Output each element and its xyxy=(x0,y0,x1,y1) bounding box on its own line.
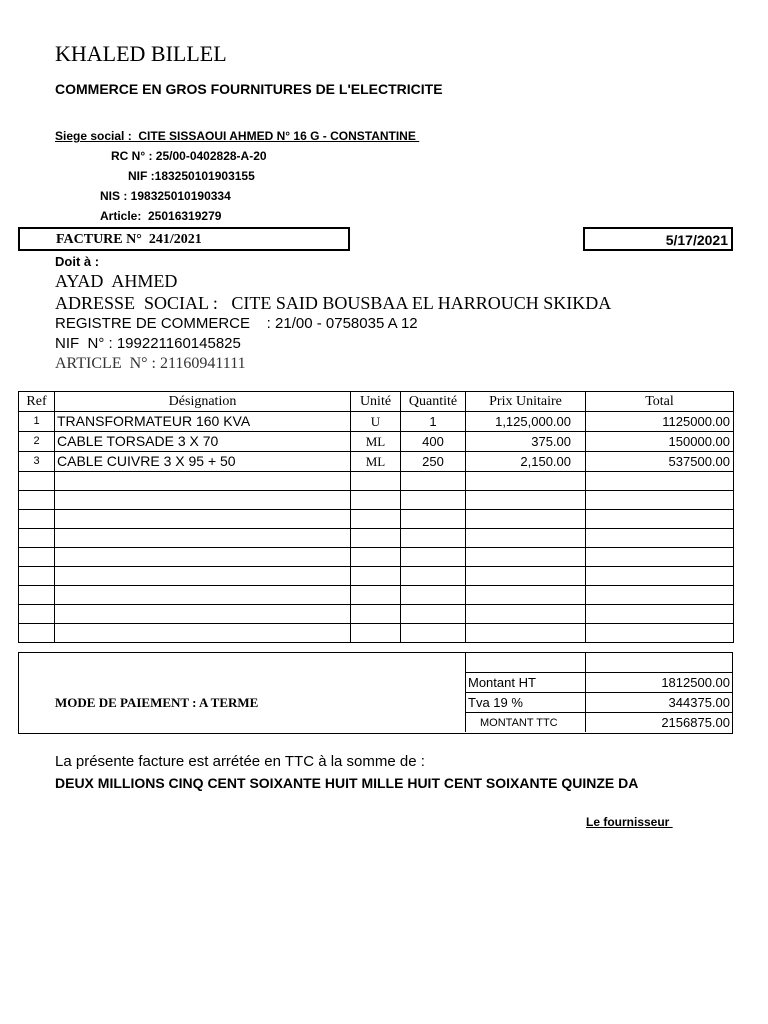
invoice-number: FACTURE N° 241/2021 xyxy=(56,232,202,247)
empty-cell xyxy=(55,567,351,586)
empty-cell xyxy=(466,510,586,529)
table-row-empty xyxy=(19,624,734,643)
empty-cell xyxy=(401,624,466,643)
totals-spacer-right xyxy=(585,652,733,673)
table-row-empty xyxy=(19,605,734,624)
ht-value: 1812500.00 xyxy=(585,672,733,692)
empty-cell xyxy=(466,491,586,510)
cell-unite: ML xyxy=(351,452,401,472)
cell-total: 150000.00 xyxy=(586,432,734,452)
company-article: Article: 25016319279 xyxy=(100,209,222,223)
ttc-label: MONTANT TTC xyxy=(465,712,585,732)
client-article: ARTICLE N° : 21160941111 xyxy=(55,355,246,372)
header-ref: Ref xyxy=(19,392,55,412)
table-row-empty xyxy=(19,586,734,605)
ttc-value: 2156875.00 xyxy=(585,712,733,732)
empty-cell xyxy=(55,548,351,567)
cell-total: 1125000.00 xyxy=(586,412,734,432)
table-row xyxy=(19,452,734,472)
empty-cell xyxy=(351,586,401,605)
empty-cell xyxy=(586,586,734,605)
empty-rows xyxy=(19,472,734,643)
header-quantite: Quantité xyxy=(401,392,466,412)
table-row-empty xyxy=(19,529,734,548)
empty-cell xyxy=(466,586,586,605)
empty-cell xyxy=(586,548,734,567)
empty-cell xyxy=(401,548,466,567)
tva-label: Tva 19 % xyxy=(465,692,585,712)
empty-cell xyxy=(351,510,401,529)
cell-designation: TRANSFORMATEUR 160 KVA xyxy=(55,412,351,432)
invoice-date-box xyxy=(583,227,733,251)
company-activity: COMMERCE EN GROS FOURNITURES DE L'ELECTRICITE xyxy=(55,81,443,97)
empty-cell xyxy=(351,529,401,548)
empty-cell xyxy=(351,548,401,567)
invoice-number-box xyxy=(18,227,350,251)
cell-ref: 3 xyxy=(19,452,55,472)
empty-cell xyxy=(351,567,401,586)
client-name: AYAD AHMED xyxy=(55,271,178,291)
company-nif: NIF :183250101903155 xyxy=(128,169,255,183)
cell-prix: 375.00 xyxy=(466,432,586,452)
table-row-empty xyxy=(19,491,734,510)
empty-cell xyxy=(586,510,734,529)
empty-cell xyxy=(586,491,734,510)
empty-cell xyxy=(19,567,55,586)
company-siege: Siege social : CITE SISSAOUI AHMED N° 16 G - CONSTANTINE xyxy=(55,129,420,143)
table-header-row xyxy=(19,392,734,412)
empty-cell xyxy=(466,529,586,548)
empty-cell xyxy=(19,605,55,624)
client-nif: NIF N° : 199221160145825 xyxy=(55,335,241,352)
empty-cell xyxy=(19,586,55,605)
client-address: ADRESSE SOCIAL : CITE SAID BOUSBAA EL HARROUCH SKIKDA xyxy=(55,293,612,313)
cell-ref: 2 xyxy=(19,432,55,452)
cell-designation: CABLE TORSADE 3 X 70 xyxy=(55,432,351,452)
arrete-text: La présente facture est arrétée en TTC à la somme de : xyxy=(55,753,425,770)
empty-cell xyxy=(401,510,466,529)
empty-cell xyxy=(586,529,734,548)
empty-cell xyxy=(351,624,401,643)
table-row xyxy=(19,412,734,432)
empty-cell xyxy=(466,548,586,567)
empty-cell xyxy=(401,472,466,491)
empty-cell xyxy=(55,510,351,529)
table-row-empty xyxy=(19,472,734,491)
company-rc: RC N° : 25/00-0402828-A-20 xyxy=(111,149,267,163)
empty-cell xyxy=(586,567,734,586)
empty-cell xyxy=(401,605,466,624)
client-registre: REGISTRE DE COMMERCE : 21/00 - 0758035 A 12 xyxy=(55,315,418,332)
empty-cell xyxy=(401,491,466,510)
table-row-empty xyxy=(19,548,734,567)
empty-cell xyxy=(19,529,55,548)
empty-cell xyxy=(55,529,351,548)
empty-cell xyxy=(55,586,351,605)
cell-quantite: 1 xyxy=(401,412,466,432)
invoice-date: 5/17/2021 xyxy=(665,232,728,248)
empty-cell xyxy=(55,472,351,491)
doit-label: Doit à : xyxy=(55,254,100,269)
cell-prix: 1,125,000.00 xyxy=(466,412,586,432)
empty-cell xyxy=(586,624,734,643)
empty-cell xyxy=(586,472,734,491)
empty-cell xyxy=(586,605,734,624)
header-designation: Désignation xyxy=(55,392,351,412)
fournisseur-signature: Le fournisseur xyxy=(586,815,673,829)
empty-cell xyxy=(466,567,586,586)
totals-spacer-left xyxy=(465,652,585,673)
empty-cell xyxy=(401,586,466,605)
table-row-empty xyxy=(19,510,734,529)
empty-cell xyxy=(466,624,586,643)
cell-ref: 1 xyxy=(19,412,55,432)
cell-total: 537500.00 xyxy=(586,452,734,472)
header-prix: Prix Unitaire xyxy=(466,392,586,412)
empty-cell xyxy=(401,567,466,586)
cell-quantite: 250 xyxy=(401,452,466,472)
empty-cell xyxy=(55,491,351,510)
ht-label: Montant HT xyxy=(465,672,585,692)
header-total: Total xyxy=(586,392,734,412)
empty-cell xyxy=(351,472,401,491)
empty-cell xyxy=(401,529,466,548)
empty-cell xyxy=(466,605,586,624)
company-name: KHALED BILLEL xyxy=(55,41,227,66)
payment-mode: MODE DE PAIEMENT : A TERME xyxy=(55,695,259,710)
empty-cell xyxy=(55,605,351,624)
header-unite: Unité xyxy=(351,392,401,412)
empty-cell xyxy=(19,491,55,510)
tva-value: 344375.00 xyxy=(585,692,733,712)
empty-cell xyxy=(19,548,55,567)
cell-unite: U xyxy=(351,412,401,432)
table-row-empty xyxy=(19,567,734,586)
cell-quantite: 400 xyxy=(401,432,466,452)
empty-cell xyxy=(55,624,351,643)
amount-in-words: DEUX MILLIONS CINQ CENT SOIXANTE HUIT MILLE HUIT CENT SOIXANTE QUINZE DA xyxy=(55,775,639,791)
empty-cell xyxy=(19,624,55,643)
table-row xyxy=(19,432,734,452)
company-nis: NIS : 198325010190334 xyxy=(100,189,231,203)
empty-cell xyxy=(466,472,586,491)
cell-designation: CABLE CUIVRE 3 X 95 + 50 xyxy=(55,452,351,472)
empty-cell xyxy=(351,491,401,510)
items-table xyxy=(18,391,734,643)
empty-cell xyxy=(19,472,55,491)
cell-prix: 2,150.00 xyxy=(466,452,586,472)
empty-cell xyxy=(351,605,401,624)
cell-unite: ML xyxy=(351,432,401,452)
empty-cell xyxy=(19,510,55,529)
